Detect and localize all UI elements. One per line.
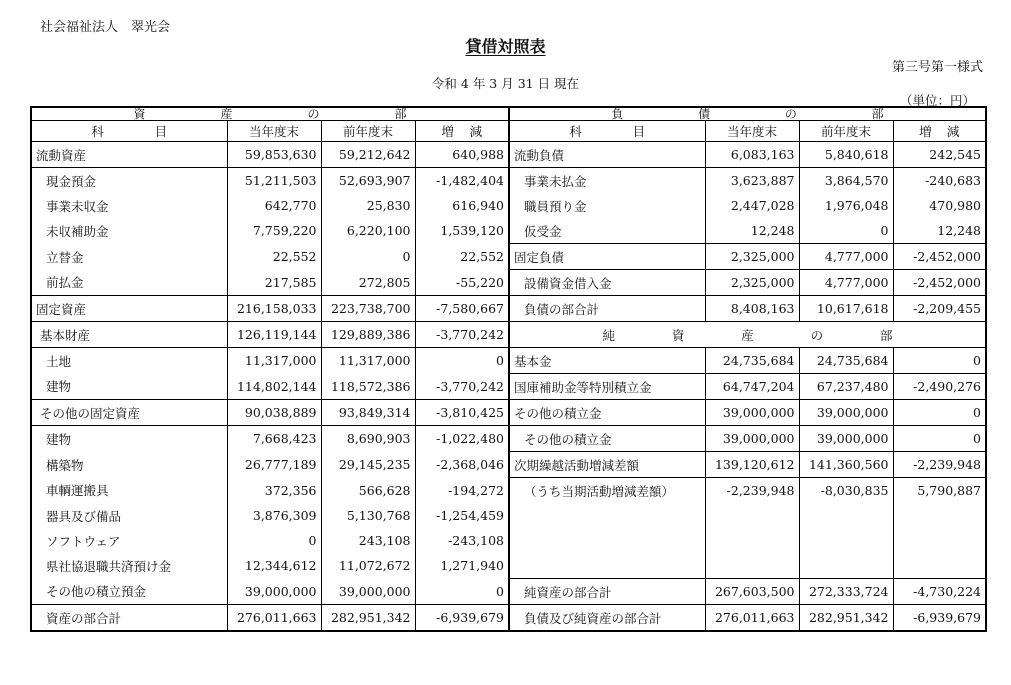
table-row — [31, 270, 986, 296]
previous-value — [799, 528, 893, 553]
current-value: 51,211,503 — [227, 168, 321, 194]
current-header: 当年度末 — [705, 121, 799, 142]
table-row — [31, 218, 986, 244]
header-char: 産 — [741, 327, 754, 343]
current-value: 22,552 — [227, 244, 321, 270]
change-value: -6,939,679 — [893, 605, 986, 632]
change-value — [893, 528, 986, 553]
change-value: -4,730,224 — [893, 579, 986, 605]
previous-value: 59,212,642 — [321, 142, 415, 168]
header-char: 目 — [154, 124, 168, 139]
previous-value: 24,735,684 — [799, 348, 893, 374]
current-value: 276,011,663 — [227, 605, 321, 632]
change-value: -2,490,276 — [893, 374, 986, 400]
previous-value: 4,777,000 — [799, 270, 893, 296]
header-char: 目 — [632, 124, 646, 139]
current-value: 0 — [227, 528, 321, 553]
previous-value: 67,237,480 — [799, 374, 893, 400]
change-value: 470,980 — [929, 198, 981, 213]
account-name: その他の積立金 — [509, 400, 705, 426]
header-char: 純 — [602, 327, 615, 343]
current-value: 2,325,000 — [705, 244, 799, 270]
current-value: 8,408,163 — [705, 296, 799, 322]
account-name: 負債の部合計 — [509, 296, 705, 322]
account-name: 流動資産 — [31, 142, 227, 168]
table-row — [31, 426, 986, 452]
current-value: 217,585 — [227, 270, 321, 296]
header-char: 部 — [394, 107, 407, 121]
previous-value: 39,000,000 — [799, 426, 893, 452]
table-row — [31, 605, 986, 632]
account-name: 負債及び純資産の部合計 — [509, 605, 705, 632]
change-value: -240,683 — [893, 168, 986, 194]
table-row — [31, 348, 986, 374]
current-value: 39,000,000 — [705, 426, 799, 452]
header-char: 減 — [469, 124, 483, 139]
current-value: 139,120,612 — [705, 452, 799, 478]
account-name: 固定資産 — [31, 296, 227, 322]
account-name: 構築物 — [31, 452, 227, 478]
previous-value: 118,572,386 — [321, 374, 415, 400]
table-row — [31, 193, 986, 218]
change-value: -55,220 — [415, 270, 509, 296]
current-value: 3,623,887 — [705, 168, 799, 194]
page-title: 貸借対照表 — [465, 37, 546, 56]
current-value — [705, 528, 799, 553]
account-name: 基本金 — [509, 348, 705, 374]
previous-value — [799, 553, 893, 579]
change-value: 1,271,940 — [415, 553, 509, 579]
previous-value: 0 — [321, 244, 415, 270]
change-value: -7,580,667 — [415, 296, 509, 322]
current-value: 6,083,163 — [705, 142, 799, 168]
assets-section-header — [31, 107, 509, 121]
current-value: 39,000,000 — [705, 400, 799, 426]
change-value: 0 — [893, 348, 986, 374]
previous-value: 282,951,342 — [799, 605, 893, 632]
item-header — [31, 121, 227, 142]
table-row — [31, 478, 986, 504]
change-header — [893, 121, 986, 142]
table-row — [31, 168, 986, 194]
current-value: 126,119,144 — [227, 322, 321, 348]
change-value: 22,552 — [415, 244, 509, 270]
table-row — [31, 374, 986, 400]
table-row — [31, 503, 986, 528]
current-value: 114,802,144 — [227, 374, 321, 400]
previous-value — [799, 503, 893, 528]
previous-value: 282,951,342 — [321, 605, 415, 632]
previous-value: 272,333,724 — [799, 579, 893, 605]
balance-sheet-table — [30, 106, 987, 632]
change-value: 0 — [415, 348, 509, 374]
previous-value: 25,830 — [321, 193, 415, 218]
current-value: 11,317,000 — [227, 348, 321, 374]
previous-value: 272,805 — [321, 270, 415, 296]
change-value — [893, 503, 986, 528]
header-char: 負 — [611, 107, 624, 121]
change-value: 0 — [893, 426, 986, 452]
account-name: 固定負債 — [509, 244, 705, 270]
organization-name: 社会福祉法人 翠光会 — [40, 20, 171, 35]
change-value: 0 — [893, 400, 986, 426]
account-name: 前払金 — [31, 270, 227, 296]
account-name — [509, 553, 705, 579]
table-row — [31, 244, 986, 270]
account-name: 純資産の部合計 — [509, 579, 705, 605]
change-value: 242,545 — [929, 147, 981, 162]
current-value: 216,158,033 — [227, 296, 321, 322]
table-row — [31, 452, 986, 478]
change-value: -194,272 — [415, 478, 509, 504]
previous-value: 52,693,907 — [321, 168, 415, 194]
header-char: 科 — [91, 124, 104, 139]
table-row — [31, 553, 986, 579]
previous-value: 141,360,560 — [799, 452, 893, 478]
account-name: 職員預り金 — [509, 193, 705, 218]
change-value: 616,940 — [415, 193, 509, 218]
current-value: 64,747,204 — [705, 374, 799, 400]
current-value: 2,447,028 — [705, 193, 799, 218]
previous-value: 3,864,570 — [799, 168, 893, 194]
previous-value: 11,072,672 — [321, 553, 415, 579]
previous-value: 10,617,618 — [799, 296, 893, 322]
header-char: 科 — [569, 124, 582, 139]
current-value: 7,668,423 — [227, 426, 321, 452]
account-name — [509, 503, 705, 528]
change-header — [415, 121, 509, 142]
change-value: 0 — [415, 579, 509, 605]
unit-label: （単位：円） — [899, 93, 975, 108]
change-value: -1,254,459 — [415, 503, 509, 528]
previous-value: 39,000,000 — [799, 400, 893, 426]
account-name: 事業未収金 — [31, 193, 227, 218]
table-row — [31, 296, 986, 322]
header-char: 産 — [220, 107, 233, 121]
report-date: 令和 4 年 3 月 31 日 現在 — [431, 76, 580, 91]
header-char: 債 — [698, 107, 711, 121]
current-value: 3,876,309 — [227, 503, 321, 528]
change-value: 640,988 — [415, 142, 509, 168]
previous-header: 前年度末 — [321, 121, 415, 142]
account-name: 資産の部合計 — [31, 605, 227, 632]
table-row — [31, 142, 986, 168]
account-name: 仮受金 — [509, 218, 705, 244]
net-assets-section-header — [509, 322, 986, 348]
account-name: 器具及び備品 — [31, 503, 227, 528]
current-value: 372,356 — [227, 478, 321, 504]
change-value: -2,209,455 — [893, 296, 986, 322]
change-value: 1,539,120 — [415, 218, 509, 244]
header-char: の — [784, 107, 797, 121]
current-value: 90,038,889 — [227, 400, 321, 426]
current-header: 当年度末 — [227, 121, 321, 142]
change-value: -243,108 — [415, 528, 509, 553]
change-value: -1,022,480 — [415, 426, 509, 452]
previous-value: 39,000,000 — [321, 579, 415, 605]
account-name: 建物 — [31, 374, 227, 400]
header-char: 増 — [441, 124, 454, 139]
previous-value: -8,030,835 — [799, 478, 893, 504]
change-value: -3,770,242 — [415, 374, 509, 400]
account-name: 建物 — [31, 426, 227, 452]
previous-header: 前年度末 — [799, 121, 893, 142]
change-value: -3,770,242 — [415, 322, 509, 348]
previous-value: 93,849,314 — [321, 400, 415, 426]
header-char: 資 — [671, 327, 685, 343]
current-value: 267,603,500 — [705, 579, 799, 605]
previous-value: 5,130,768 — [321, 503, 415, 528]
account-name: 設備資金借入金 — [509, 270, 705, 296]
current-value — [705, 503, 799, 528]
header-char: の — [810, 327, 824, 343]
current-value: 39,000,000 — [227, 579, 321, 605]
account-name: 未収補助金 — [31, 218, 227, 244]
account-name: 車輌運搬具 — [31, 478, 227, 504]
previous-value: 29,145,235 — [321, 452, 415, 478]
current-value: 2,325,000 — [705, 270, 799, 296]
account-name: その他の固定資産 — [31, 400, 227, 426]
change-value: -6,939,679 — [415, 605, 509, 632]
change-value: -2,452,000 — [893, 270, 986, 296]
account-name: 土地 — [31, 348, 227, 374]
previous-value: 4,777,000 — [799, 244, 893, 270]
current-value: 12,248 — [705, 218, 799, 244]
previous-value: 6,220,100 — [321, 218, 415, 244]
change-value: -2,368,046 — [415, 452, 509, 478]
change-value: -3,810,425 — [415, 400, 509, 426]
current-value: 642,770 — [227, 193, 321, 218]
header-char: 減 — [946, 124, 960, 139]
table-row — [31, 579, 986, 605]
change-value: 5,790,887 — [893, 478, 986, 504]
previous-value: 1,976,048 — [799, 193, 893, 218]
account-name: （うち当期活動増減差額） — [509, 478, 705, 504]
current-value: 24,735,684 — [705, 348, 799, 374]
header-char: の — [307, 107, 320, 121]
account-name: 現金預金 — [31, 168, 227, 194]
current-value: 7,759,220 — [227, 218, 321, 244]
current-value: 276,011,663 — [705, 605, 799, 632]
account-name: 国庫補助金等特別積立金 — [509, 374, 705, 400]
table-row — [31, 400, 986, 426]
account-name: ソフトウェア — [31, 528, 227, 553]
liabilities-section-header — [509, 107, 986, 121]
change-value: 12,248 — [937, 223, 981, 238]
change-value — [893, 553, 986, 579]
table-row — [31, 322, 986, 348]
current-value — [705, 553, 799, 579]
current-value: 59,853,630 — [227, 142, 321, 168]
change-value: -2,452,000 — [893, 244, 986, 270]
account-name: その他の積立金 — [509, 426, 705, 452]
item-header — [509, 121, 705, 142]
current-value: 26,777,189 — [227, 452, 321, 478]
current-value: 12,344,612 — [227, 553, 321, 579]
previous-value: 8,690,903 — [321, 426, 415, 452]
account-name: 県社協退職共済預け金 — [31, 553, 227, 579]
previous-value: 11,317,000 — [321, 348, 415, 374]
previous-value: 5,840,618 — [799, 142, 893, 168]
previous-value: 243,108 — [321, 528, 415, 553]
change-value: -1,482,404 — [415, 168, 509, 194]
previous-value: 0 — [799, 218, 893, 244]
form-number: 第三号第一様式 — [891, 60, 983, 75]
previous-value: 129,889,386 — [321, 322, 415, 348]
account-name: 流動負債 — [509, 142, 705, 168]
account-name: 次期繰越活動増減差額 — [509, 452, 705, 478]
column-header-row — [31, 121, 986, 142]
header-char: 増 — [919, 124, 932, 139]
previous-value: 223,738,700 — [321, 296, 415, 322]
account-name: 立替金 — [31, 244, 227, 270]
section-header-row — [31, 107, 986, 121]
header-char: 部 — [880, 327, 893, 343]
change-value: -2,239,948 — [893, 452, 986, 478]
account-name: 事業未払金 — [509, 168, 705, 194]
table-row — [31, 528, 986, 553]
account-name: その他の積立預金 — [31, 579, 227, 605]
previous-value: 566,628 — [321, 478, 415, 504]
header-char: 部 — [871, 107, 884, 121]
current-value: -2,239,948 — [705, 478, 799, 504]
account-name: 基本財産 — [31, 322, 227, 348]
account-name — [509, 528, 705, 553]
header-char: 資 — [133, 107, 146, 121]
